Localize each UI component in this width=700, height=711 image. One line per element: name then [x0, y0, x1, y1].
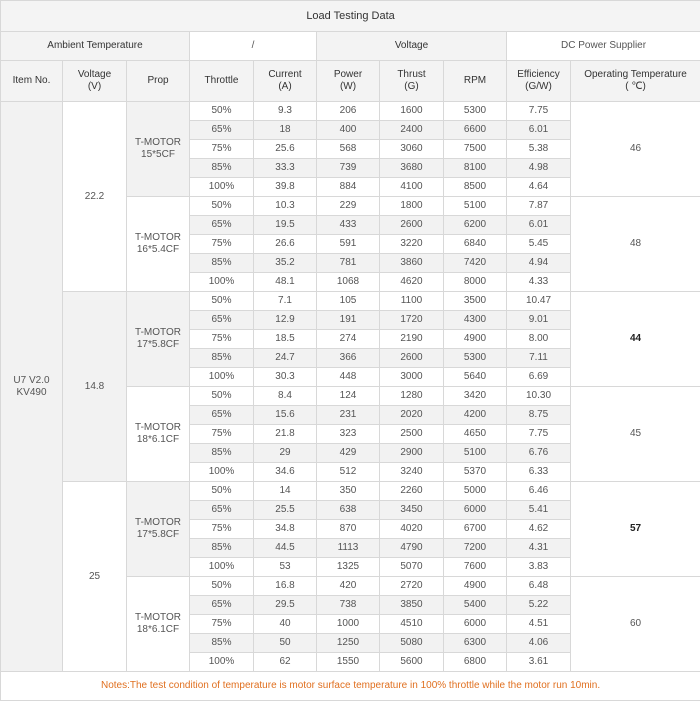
thrust-cell: 4620 [380, 273, 444, 292]
power-cell: 781 [317, 254, 380, 273]
operating-temperature-cell: 60 [571, 577, 700, 672]
efficiency-cell: 9.01 [507, 311, 571, 330]
table-row [1, 102, 700, 121]
rpm-cell: 4650 [444, 425, 507, 444]
rpm-cell: 6800 [444, 653, 507, 672]
power-cell: 884 [317, 178, 380, 197]
test-condition-note: Notes:The test condition of temperature is motor surface temperature in 100% throttle while the motor run 10min. [1, 672, 700, 701]
throttle-cell: 85% [190, 444, 254, 463]
table-row [1, 482, 700, 501]
power-cell: 229 [317, 197, 380, 216]
rpm-cell: 5100 [444, 197, 507, 216]
power-cell: 400 [317, 121, 380, 140]
thrust-cell: 3000 [380, 368, 444, 387]
current-cell: 33.3 [254, 159, 317, 178]
efficiency-cell: 6.01 [507, 121, 571, 140]
power-cell: 274 [317, 330, 380, 349]
operating-temperature-cell: 44 [571, 292, 700, 387]
power-cell: 1068 [317, 273, 380, 292]
power-cell: 191 [317, 311, 380, 330]
power-cell: 512 [317, 463, 380, 482]
current-cell: 14 [254, 482, 317, 501]
power-cell: 448 [317, 368, 380, 387]
efficiency-cell: 4.33 [507, 273, 571, 292]
rpm-cell: 4300 [444, 311, 507, 330]
current-cell: 9.3 [254, 102, 317, 121]
power-cell: 738 [317, 596, 380, 615]
thrust-cell: 2500 [380, 425, 444, 444]
prop-cell: T-MOTOR 18*6.1CF [127, 387, 190, 482]
prop-cell: T-MOTOR 15*5CF [127, 102, 190, 197]
thrust-cell: 2260 [380, 482, 444, 501]
rpm-cell: 6200 [444, 216, 507, 235]
efficiency-cell: 7.75 [507, 102, 571, 121]
voltage-group-header: Voltage [317, 32, 507, 61]
operating-temperature-header: Operating Temperature ( ℃) [571, 61, 700, 102]
current-cell: 25.5 [254, 501, 317, 520]
current-cell: 19.5 [254, 216, 317, 235]
rpm-cell: 8000 [444, 273, 507, 292]
efficiency-cell: 6.76 [507, 444, 571, 463]
current-cell: 48.1 [254, 273, 317, 292]
efficiency-cell: 8.00 [507, 330, 571, 349]
power-header: Power (W) [317, 61, 380, 102]
throttle-cell: 75% [190, 425, 254, 444]
current-cell: 35.2 [254, 254, 317, 273]
rpm-cell: 8100 [444, 159, 507, 178]
rpm-cell: 6840 [444, 235, 507, 254]
thrust-cell: 5070 [380, 558, 444, 577]
efficiency-cell: 4.31 [507, 539, 571, 558]
efficiency-cell: 4.64 [507, 178, 571, 197]
operating-temperature-cell: 57 [571, 482, 700, 577]
efficiency-cell: 4.94 [507, 254, 571, 273]
current-cell: 26.6 [254, 235, 317, 254]
voltage-cell: 25 [63, 482, 127, 672]
power-cell: 323 [317, 425, 380, 444]
current-cell: 34.6 [254, 463, 317, 482]
power-cell: 1550 [317, 653, 380, 672]
voltage-cell: 14.8 [63, 292, 127, 482]
current-cell: 15.6 [254, 406, 317, 425]
current-cell: 29.5 [254, 596, 317, 615]
efficiency-cell: 3.61 [507, 653, 571, 672]
efficiency-cell: 4.51 [507, 615, 571, 634]
current-cell: 24.7 [254, 349, 317, 368]
current-cell: 29 [254, 444, 317, 463]
current-cell: 21.8 [254, 425, 317, 444]
efficiency-header: Efficiency (G/W) [507, 61, 571, 102]
throttle-cell: 100% [190, 273, 254, 292]
current-cell: 39.8 [254, 178, 317, 197]
throttle-cell: 65% [190, 406, 254, 425]
operating-temperature-cell: 46 [571, 102, 700, 197]
table-title: Load Testing Data [1, 1, 700, 32]
rpm-cell: 4900 [444, 577, 507, 596]
current-cell: 40 [254, 615, 317, 634]
throttle-cell: 50% [190, 482, 254, 501]
throttle-cell: 65% [190, 216, 254, 235]
rpm-cell: 3500 [444, 292, 507, 311]
thrust-cell: 1800 [380, 197, 444, 216]
power-cell: 350 [317, 482, 380, 501]
efficiency-cell: 4.62 [507, 520, 571, 539]
current-cell: 12.9 [254, 311, 317, 330]
current-cell: 53 [254, 558, 317, 577]
power-cell: 429 [317, 444, 380, 463]
throttle-cell: 85% [190, 539, 254, 558]
rpm-cell: 7420 [444, 254, 507, 273]
throttle-cell: 100% [190, 178, 254, 197]
rpm-cell: 4900 [444, 330, 507, 349]
rpm-cell: 5300 [444, 349, 507, 368]
throttle-cell: 75% [190, 235, 254, 254]
efficiency-cell: 4.98 [507, 159, 571, 178]
rpm-cell: 5370 [444, 463, 507, 482]
power-cell: 1325 [317, 558, 380, 577]
throttle-cell: 85% [190, 634, 254, 653]
power-cell: 638 [317, 501, 380, 520]
current-cell: 30.3 [254, 368, 317, 387]
thrust-cell: 4020 [380, 520, 444, 539]
throttle-cell: 50% [190, 292, 254, 311]
ambient-value-slash: / [190, 32, 317, 61]
power-cell: 1250 [317, 634, 380, 653]
thrust-cell: 2720 [380, 577, 444, 596]
power-cell: 568 [317, 140, 380, 159]
efficiency-cell: 6.48 [507, 577, 571, 596]
current-cell: 25.6 [254, 140, 317, 159]
rpm-cell: 5640 [444, 368, 507, 387]
power-cell: 1000 [317, 615, 380, 634]
thrust-cell: 3680 [380, 159, 444, 178]
throttle-cell: 65% [190, 311, 254, 330]
rpm-cell: 6300 [444, 634, 507, 653]
throttle-cell: 50% [190, 102, 254, 121]
current-cell: 16.8 [254, 577, 317, 596]
current-cell: 8.4 [254, 387, 317, 406]
throttle-cell: 100% [190, 463, 254, 482]
power-cell: 1113 [317, 539, 380, 558]
item-no-header: Item No. [1, 61, 63, 102]
thrust-cell: 2020 [380, 406, 444, 425]
item-no-cell: U7 V2.0 KV490 [1, 102, 63, 672]
thrust-cell: 2600 [380, 349, 444, 368]
thrust-cell: 2600 [380, 216, 444, 235]
thrust-cell: 3850 [380, 596, 444, 615]
rpm-cell: 7200 [444, 539, 507, 558]
rpm-cell: 6000 [444, 501, 507, 520]
throttle-cell: 50% [190, 197, 254, 216]
prop-cell: T-MOTOR 17*5.8CF [127, 482, 190, 577]
thrust-cell: 2190 [380, 330, 444, 349]
throttle-cell: 65% [190, 121, 254, 140]
power-cell: 433 [317, 216, 380, 235]
prop-cell: T-MOTOR 17*5.8CF [127, 292, 190, 387]
thrust-cell: 1600 [380, 102, 444, 121]
rpm-cell: 5000 [444, 482, 507, 501]
rpm-cell: 5300 [444, 102, 507, 121]
throttle-cell: 85% [190, 159, 254, 178]
throttle-cell: 100% [190, 558, 254, 577]
efficiency-cell: 7.75 [507, 425, 571, 444]
thrust-cell: 3860 [380, 254, 444, 273]
ambient-temperature-header: Ambient Temperature [1, 32, 190, 61]
efficiency-cell: 7.87 [507, 197, 571, 216]
efficiency-cell: 4.06 [507, 634, 571, 653]
thrust-cell: 2900 [380, 444, 444, 463]
thrust-cell: 3240 [380, 463, 444, 482]
current-cell: 44.5 [254, 539, 317, 558]
thrust-cell: 4790 [380, 539, 444, 558]
operating-temperature-cell: 48 [571, 197, 700, 292]
efficiency-cell: 5.41 [507, 501, 571, 520]
rpm-cell: 7600 [444, 558, 507, 577]
thrust-cell: 3220 [380, 235, 444, 254]
throttle-cell: 75% [190, 140, 254, 159]
efficiency-cell: 7.11 [507, 349, 571, 368]
efficiency-cell: 10.47 [507, 292, 571, 311]
current-cell: 62 [254, 653, 317, 672]
throttle-cell: 50% [190, 387, 254, 406]
current-cell: 18.5 [254, 330, 317, 349]
operating-temperature-cell: 45 [571, 387, 700, 482]
throttle-cell: 75% [190, 615, 254, 634]
throttle-cell: 100% [190, 368, 254, 387]
power-cell: 105 [317, 292, 380, 311]
prop-header: Prop [127, 61, 190, 102]
current-cell: 34.8 [254, 520, 317, 539]
efficiency-cell: 5.38 [507, 140, 571, 159]
thrust-cell: 1280 [380, 387, 444, 406]
efficiency-cell: 6.46 [507, 482, 571, 501]
thrust-header: Thrust (G) [380, 61, 444, 102]
current-cell: 10.3 [254, 197, 317, 216]
throttle-cell: 85% [190, 349, 254, 368]
throttle-cell: 100% [190, 653, 254, 672]
rpm-cell: 8500 [444, 178, 507, 197]
efficiency-cell: 5.22 [507, 596, 571, 615]
thrust-cell: 1720 [380, 311, 444, 330]
power-cell: 739 [317, 159, 380, 178]
throttle-cell: 85% [190, 254, 254, 273]
thrust-cell: 5080 [380, 634, 444, 653]
power-cell: 206 [317, 102, 380, 121]
current-cell: 7.1 [254, 292, 317, 311]
power-cell: 366 [317, 349, 380, 368]
voltage-cell: 22.2 [63, 102, 127, 292]
rpm-cell: 3420 [444, 387, 507, 406]
efficiency-cell: 8.75 [507, 406, 571, 425]
efficiency-cell: 6.33 [507, 463, 571, 482]
rpm-cell: 7500 [444, 140, 507, 159]
efficiency-cell: 6.01 [507, 216, 571, 235]
power-cell: 231 [317, 406, 380, 425]
throttle-header: Throttle [190, 61, 254, 102]
prop-cell: T-MOTOR 18*6.1CF [127, 577, 190, 672]
thrust-cell: 4100 [380, 178, 444, 197]
rpm-cell: 6700 [444, 520, 507, 539]
rpm-cell: 6000 [444, 615, 507, 634]
current-cell: 18 [254, 121, 317, 140]
rpm-header: RPM [444, 61, 507, 102]
thrust-cell: 4510 [380, 615, 444, 634]
efficiency-cell: 6.69 [507, 368, 571, 387]
efficiency-cell: 10.30 [507, 387, 571, 406]
current-header: Current (A) [254, 61, 317, 102]
thrust-cell: 5600 [380, 653, 444, 672]
throttle-cell: 65% [190, 596, 254, 615]
voltage-col-header: Voltage (V) [63, 61, 127, 102]
efficiency-cell: 3.83 [507, 558, 571, 577]
rpm-cell: 4200 [444, 406, 507, 425]
thrust-cell: 3450 [380, 501, 444, 520]
throttle-cell: 75% [190, 520, 254, 539]
throttle-cell: 75% [190, 330, 254, 349]
thrust-cell: 3060 [380, 140, 444, 159]
efficiency-cell: 5.45 [507, 235, 571, 254]
prop-cell: T-MOTOR 16*5.4CF [127, 197, 190, 292]
throttle-cell: 50% [190, 577, 254, 596]
current-cell: 50 [254, 634, 317, 653]
throttle-cell: 65% [190, 501, 254, 520]
power-cell: 124 [317, 387, 380, 406]
power-cell: 591 [317, 235, 380, 254]
power-cell: 870 [317, 520, 380, 539]
thrust-cell: 1100 [380, 292, 444, 311]
table-row [1, 292, 700, 311]
power-cell: 420 [317, 577, 380, 596]
rpm-cell: 5400 [444, 596, 507, 615]
rpm-cell: 5100 [444, 444, 507, 463]
thrust-cell: 2400 [380, 121, 444, 140]
rpm-cell: 6600 [444, 121, 507, 140]
dc-power-supplier-header: DC Power Supplier [507, 32, 700, 61]
